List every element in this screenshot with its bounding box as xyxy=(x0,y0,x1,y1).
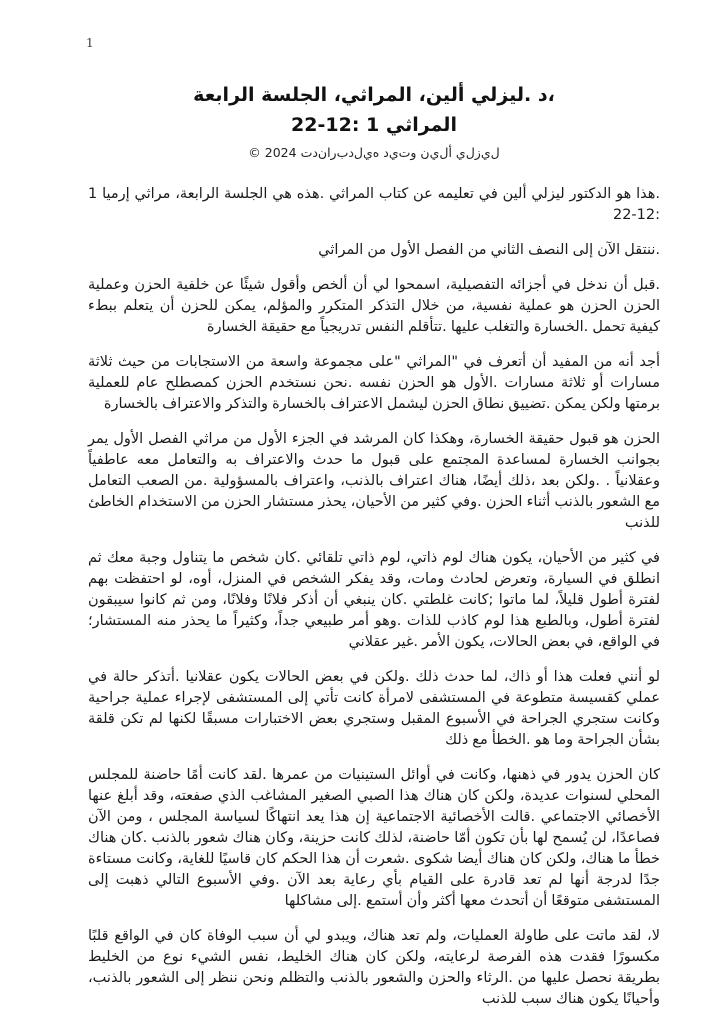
paragraph-foster-mother: كان الحزن يدور في ذهنها، وكانت في أوائل الستينيات من عمرها .لقد كانت أمًا حاضنة للمجلس المحلي لسنوات عديدة، ولكن كان هناك هذا الصبي الصغير المشاغب الذي صفعته، وقد أبلغ عنها الأخصائي الاجتماعي .قالت الأخصائية الاجتماعية إن هذا يعد انتهاكًا لسياسة المجلس ، ومن الآن فصاعدًا، لن يُسمح لها بأن تكون أمّا حاضنة، لذلك كانت حزينة، وكان هناك شعور بالذنب .كان هناك خطأ ما هناك، ولكن كان هناك أيضا شكوى .شعرت أن هذا الحكم كان قاسيًا للغاية، وكانت مستاءة جدًا لدرجة أنها لم تعد قادرة على القيام بأي رعاية بعد الآن .وفي الأسبوع التالي ذهبت إلى المستشفى متوقعًا أن أتحدث معها أكثر وأن أستمع .إلى مشاكلها xyxy=(88,767,660,909)
paragraph-conclusion: لا، لقد ماتت على طاولة العمليات، ولم تعد هناك، ويبدو لي أن سبب الوفاة كان في الواقع قلبًا مكسورًا فقدت هذه الفرصة لرعايته، ولكن كان هناك الخليط، نفس الشيء نوع من الخليط بطريقة نحصل عليها من .الرثاء والحزن والشعور بالذنب والتظلم ونحن ننظر إلى الشعور بالذنب، وأحيانًا يكون هناك سبب للذنب xyxy=(88,928,660,1007)
paragraph-self-blame: في كثير من الأحيان، يكون هناك لوم ذاتي، لوم ذاتي تلقائي .كان شخص ما يتناول وجبة معك ثم انطلق في السيارة، وتعرض لحادث ومات، وقد يفكر الشخص في المنزل، أوه، لو احتفظت بهم لفترة أطول قليلاً، لما ماتوا ;كانت غلطتي .كان ينبغي أن أذكر فلانًا وفلانًا، ومن ثم كانوا سيبقون لفترة أطول، وبالطبع هذا لوم كاذب للذات .وهو أمر طبيعي جداً، وكثيراً ما يحذر منه المستشار؛ في الواقع، في بعض الحالات، يكون الأمر .غير عقلاني xyxy=(88,550,660,650)
paragraph-chaplaincy: لو أنني فعلت هذا أو ذاك، لما حدث ذلك .ولكن في بعض الحالات يكون عقلانيا .أتذكر حالة في عملي كقسيسة متطوعة في المستشفى لامرأة كانت تأتي إلى المستشفى لإجراء عملية جراحية وكانت ستجري الجراحة في الأسبوع المقبل وستجري بعض الاختبارات مسبقًا لكنها لم تكن قلقة بشأن الجراحة وما هو .الخطأ مع ذلك xyxy=(88,669,660,748)
document-title: ،د .ليزلي ألين، المراثي، الجلسة الرابعة xyxy=(193,84,555,106)
document-body xyxy=(88,184,660,1010)
page-number: 1 xyxy=(86,36,94,50)
paragraph-summary: .قبل أن ندخل في أجزائه التفصيلية، اسمحوا لي أن ألخص وأقول شيئًا عن خلفية الحزن وعملية الحزن الحزن هو عملية نفسية، من خلال التذكر المتكرر والمؤلم، يمكن للحزن أن يتعلم ببطء كيفية تحمل .الخسارة والتغلب عليها .تتأقلم النفس تدريجياً مع حقيقة الخسارة xyxy=(88,277,660,335)
paragraph-transition: .ننتقل الآن إلى النصف الثاني من الفصل الأول من المراثي xyxy=(318,242,660,258)
document-subtitle-reference: المراثي 1 :12‏-‏22 xyxy=(291,114,457,136)
document-header xyxy=(88,0,660,163)
paragraph-acceptance: الحزن هو قبول حقيقة الخسارة، وهكذا كان المرشد في الجزء الأول من مراثي الفصل الأول يمر بجوانب الخسارة لمساعدة المجتمع على قبول ما حدث والاعتراف به والتعامل معه عاطفياً وعقلانياً . .ولكن بعد ،ذلك أيضًا، هناك اعتراف بالذنب، واعتراف بالمسؤولية .من الصعب التعامل مع الشعور بالذنب أثناء الحزن .وفي كثير من الأحيان، يحذر مستشار الحزن من الاستخدام الخاطئ للذنب xyxy=(88,431,660,531)
copyright-line: © 2024 ل‌ي‌ز‌ل‌ي أ‌ل‌ي‌ن و‌ت‌ي‌د ه‌ي‌ل‌د‌ب‌ر‌ا‌ن‌د‌ت xyxy=(248,145,500,160)
paragraph-tracks: أجد أنه من المفيد أن أتعرف في "المراثي "على مجموعة واسعة من الاستجابات من حيث ثلاثة مسارات أو ثلاثة مسارات .الأول هو الحزن نفسه .نحن نستخدم الحزن كمصطلح عام للعملية برمتها ولكن يمكن .تضييق نطاق الحزن ليشمل الاعتراف بالخسارة والتذكر والاعتراف بالخسارة xyxy=(88,354,660,412)
paragraph-intro: .هذا هو الدكتور ليزلي ألين في تعليمه عن كتاب المراثي .هذه هي الجلسة الرابعة، مراثي إرميا 1 :12‏-‏22 xyxy=(88,186,660,223)
